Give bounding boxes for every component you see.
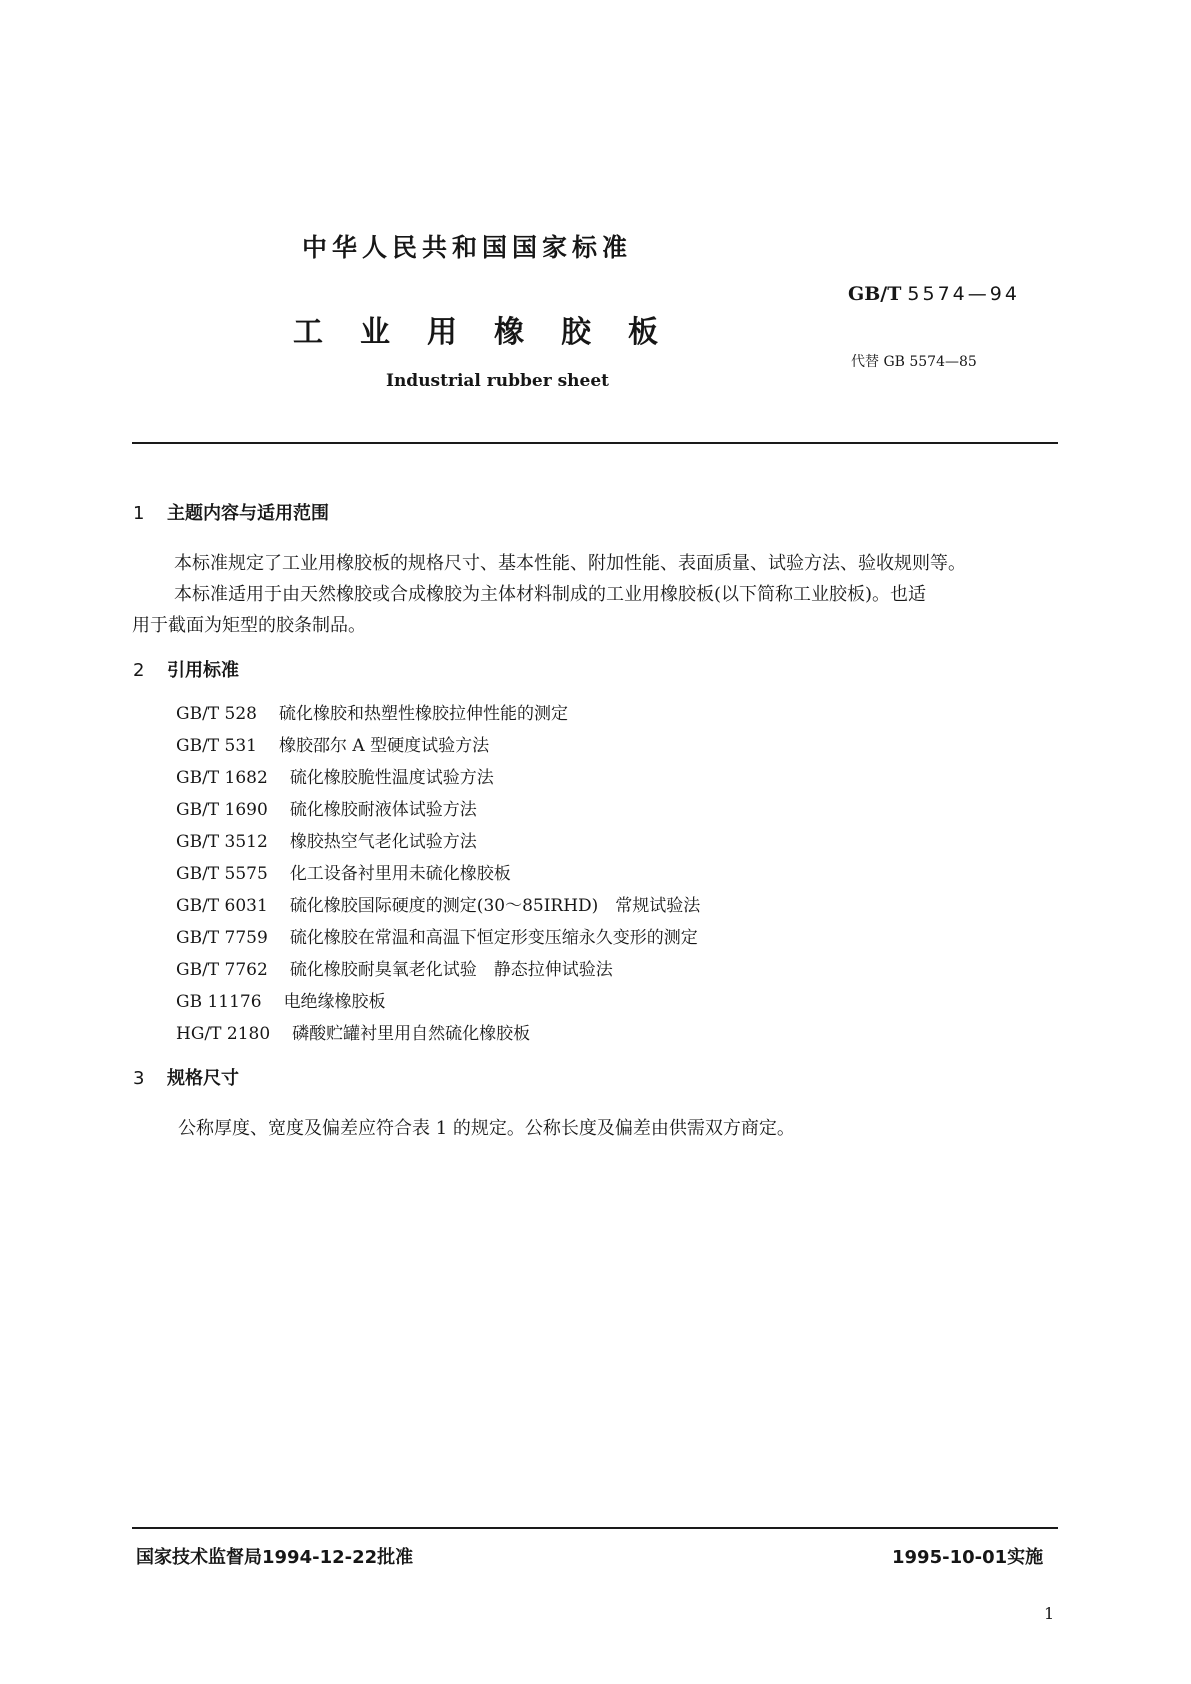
- paragraph: 本标准适用于由天然橡胶或合成橡胶为主体材料制成的工业用橡胶板(以下简称工业胶板)。也适: [174, 584, 927, 605]
- reference-item: [176, 827, 477, 852]
- standard-prefix: GB/T: [848, 283, 902, 305]
- section-number: 3: [133, 1068, 145, 1089]
- paragraph-continuation: 用于截面为矩型的胶条制品。: [132, 615, 366, 636]
- reference-name: 硫化橡胶和热塑性橡胶拉伸性能的测定: [279, 704, 568, 724]
- reference-name: 橡胶热空气老化试验方法: [289, 832, 477, 852]
- reference-item: [176, 859, 511, 884]
- reference-item: [176, 923, 698, 948]
- reference-code: GB/T 528: [176, 704, 257, 724]
- document-title: 工业用橡胶板: [293, 315, 695, 350]
- reference-name: 电绝缘橡胶板: [283, 992, 386, 1012]
- section-title: 主题内容与适用范围: [167, 503, 329, 524]
- reference-code: GB/T 5575: [176, 864, 268, 884]
- reference-item: [176, 763, 494, 788]
- replaces-note: 代替 GB 5574—85: [851, 354, 977, 370]
- reference-name: 硫化橡胶脆性温度试验方法: [289, 768, 494, 788]
- reference-code: GB/T 531: [176, 736, 257, 756]
- section-heading-1: [133, 499, 329, 525]
- section-title: 引用标准: [167, 660, 239, 681]
- header-divider: [132, 442, 1058, 444]
- reference-item: [176, 1019, 530, 1044]
- reference-code: GB 11176: [176, 992, 262, 1012]
- issuer-title: 中华人民共和国国家标准: [302, 233, 633, 262]
- section-heading-3: [133, 1064, 239, 1090]
- english-title: Industrial rubber sheet: [386, 371, 609, 391]
- reference-name: 硫化橡胶国际硬度的测定(30～85IRHD) 常规试验法: [289, 896, 701, 916]
- reference-name: 硫化橡胶耐液体试验方法: [289, 800, 477, 820]
- reference-name: 化工设备衬里用未硫化橡胶板: [289, 864, 511, 884]
- reference-name: 硫化橡胶在常温和高温下恒定形变压缩永久变形的测定: [289, 928, 698, 948]
- page-number: 1: [1044, 1604, 1055, 1623]
- reference-item: [176, 987, 386, 1012]
- reference-item: [176, 699, 568, 724]
- reference-code: HG/T 2180: [176, 1024, 271, 1044]
- reference-code: GB/T 1682: [176, 768, 268, 788]
- footer-divider: [132, 1527, 1058, 1529]
- implementation-date: 1995-10-01实施: [892, 1547, 1044, 1568]
- reference-name: 磷酸贮罐衬里用自然硫化橡胶板: [292, 1024, 531, 1044]
- standard-code: 5574—94: [907, 283, 1020, 305]
- reference-code: GB/T 3512: [176, 832, 268, 852]
- section-heading-2: [133, 656, 239, 682]
- reference-item: [176, 955, 613, 980]
- section-number: 2: [133, 660, 145, 681]
- paragraph: 公称厚度、宽度及偏差应符合表 1 的规定。公称长度及偏差由供需双方商定。: [178, 1118, 795, 1139]
- paragraph: 本标准规定了工业用橡胶板的规格尺寸、基本性能、附加性能、表面质量、试验方法、验收规则等。: [174, 553, 966, 574]
- reference-item: [176, 795, 477, 820]
- reference-item: [176, 891, 700, 916]
- reference-code: GB/T 1690: [176, 800, 268, 820]
- reference-name: 橡胶邵尔 A 型硬度试验方法: [279, 736, 490, 756]
- reference-code: GB/T 7759: [176, 928, 268, 948]
- approval-line: 国家技术监督局1994-12-22批准: [136, 1547, 414, 1568]
- reference-code: GB/T 6031: [176, 896, 268, 916]
- section-title: 规格尺寸: [167, 1068, 239, 1089]
- reference-name: 硫化橡胶耐臭氧老化试验 静态拉伸试验法: [289, 960, 613, 980]
- reference-code: GB/T 7762: [176, 960, 268, 980]
- reference-item: [176, 731, 489, 756]
- standard-number: [848, 283, 1020, 305]
- section-number: 1: [133, 503, 145, 524]
